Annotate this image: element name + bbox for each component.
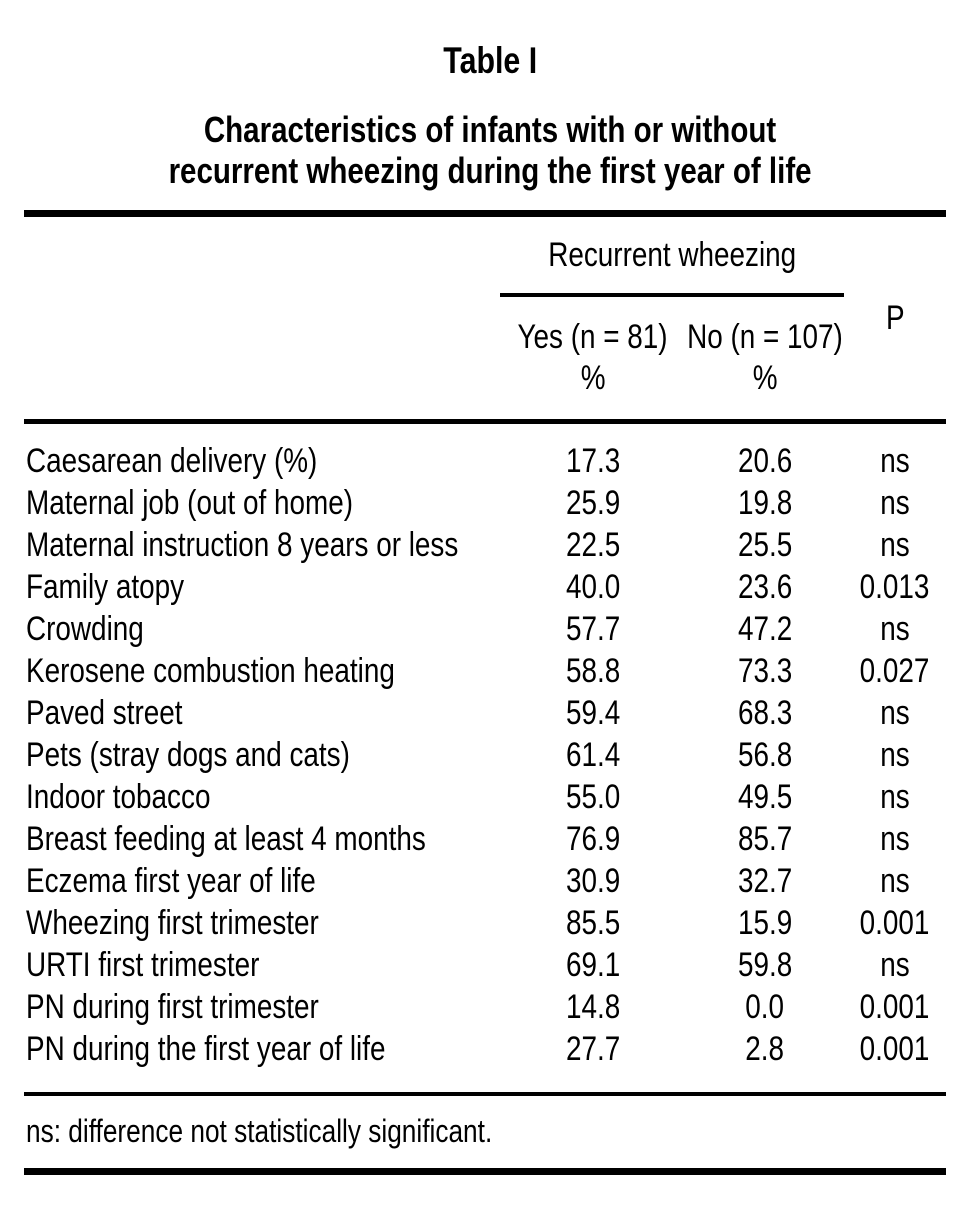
p-value-cell: [844, 818, 946, 860]
p-value-cell-text: ns: [880, 694, 910, 732]
yes-percent-cell: [500, 440, 686, 482]
no-percent-cell-text: 73.3: [737, 652, 793, 690]
no-percent-cell: [686, 650, 844, 692]
p-value-cell-text: 0.027: [860, 652, 930, 690]
characteristic-cell-text: Eczema first year of life: [26, 862, 316, 900]
p-value-cell: [844, 566, 946, 608]
no-percent-cell: [686, 986, 844, 1028]
column-header-no: [686, 297, 844, 419]
yes-percent-cell: [500, 482, 686, 524]
no-percent-cell-text: 0.0: [745, 988, 785, 1026]
yes-percent-cell: [500, 734, 686, 776]
characteristic-cell: [24, 524, 500, 566]
characteristic-cell-text: Pets (stray dogs and cats): [26, 736, 350, 774]
yes-percent-cell: [500, 902, 686, 944]
no-percent-cell-text: 85.7: [737, 820, 793, 858]
table-header: [24, 217, 946, 419]
column-header-yes: [500, 297, 686, 419]
p-value-cell: [844, 734, 946, 776]
characteristic-cell-text: PN during first trimester: [26, 988, 319, 1026]
characteristic-cell: [24, 944, 500, 986]
yes-percent-cell-text: 25.9: [565, 484, 621, 522]
characteristic-cell: [24, 482, 500, 524]
yes-percent-cell-text: 17.3: [565, 442, 621, 480]
characteristic-cell-text: Wheezing first trimester: [26, 904, 319, 942]
table-top-rule: [24, 210, 946, 217]
yes-percent-cell-text: 40.0: [565, 568, 621, 606]
characteristic-cell-text: Indoor tobacco: [26, 778, 211, 816]
characteristic-cell-text: Maternal instruction 8 years or less: [26, 526, 459, 564]
column-header-yes-unit: %: [580, 359, 606, 397]
characteristic-cell-text: Kerosene combustion heating: [26, 652, 395, 690]
column-header-no-label: No (n = 107): [687, 318, 843, 356]
characteristic-cell: [24, 566, 500, 608]
characteristic-cell: [24, 902, 500, 944]
yes-percent-cell: [500, 776, 686, 818]
no-percent-cell: [686, 944, 844, 986]
column-header-yes-label: Yes (n = 81): [517, 318, 669, 356]
table-title: [0, 109, 980, 191]
footnote-block: [24, 1092, 946, 1175]
table-number-text: Table I: [443, 40, 537, 81]
yes-percent-cell-text: 27.7: [565, 1030, 621, 1068]
p-value-cell-text: 0.013: [860, 568, 930, 606]
p-value-cell-text: ns: [880, 820, 910, 858]
p-value-cell-text: ns: [880, 610, 910, 648]
characteristic-cell: [24, 440, 500, 482]
no-percent-cell: [686, 1028, 844, 1070]
yes-percent-cell: [500, 524, 686, 566]
p-value-cell: [844, 776, 946, 818]
table-title-line-2: recurrent wheezing during the first year of life: [168, 150, 812, 191]
yes-percent-cell-text: 55.0: [565, 778, 621, 816]
column-header-p: [844, 217, 946, 419]
no-percent-cell-text: 19.8: [737, 484, 793, 522]
characteristic-cell: [24, 818, 500, 860]
footnote-text: ns: difference not statistically significant.: [26, 1113, 493, 1149]
yes-percent-cell-text: 85.5: [565, 904, 621, 942]
yes-percent-cell: [500, 860, 686, 902]
no-percent-cell-text: 47.2: [737, 610, 793, 648]
no-percent-cell-text: 49.5: [737, 778, 793, 816]
yes-percent-cell-text: 59.4: [565, 694, 621, 732]
p-value-cell-text: 0.001: [860, 988, 930, 1026]
no-percent-cell-text: 56.8: [737, 736, 793, 774]
no-percent-cell: [686, 860, 844, 902]
characteristic-cell: [24, 1028, 500, 1070]
characteristic-cell: [24, 860, 500, 902]
no-percent-cell-text: 2.8: [745, 1030, 785, 1068]
characteristic-cell-text: Caesarean delivery (%): [26, 442, 318, 480]
p-value-cell-text: ns: [880, 736, 910, 774]
p-value-cell: [844, 482, 946, 524]
characteristic-cell: [24, 608, 500, 650]
no-percent-cell: [686, 608, 844, 650]
yes-percent-cell: [500, 818, 686, 860]
characteristic-cell-text: Paved street: [26, 694, 183, 732]
no-percent-cell: [686, 902, 844, 944]
yes-percent-cell: [500, 566, 686, 608]
column-header-p-label: P: [885, 298, 905, 337]
characteristic-cell-text: Family atopy: [26, 568, 185, 606]
characteristic-cell: [24, 692, 500, 734]
yes-percent-cell-text: 30.9: [565, 862, 621, 900]
yes-percent-cell-text: 57.7: [565, 610, 621, 648]
no-percent-cell: [686, 734, 844, 776]
p-value-cell: [844, 608, 946, 650]
no-percent-cell-text: 23.6: [737, 568, 793, 606]
yes-percent-cell-text: 22.5: [565, 526, 621, 564]
p-value-cell-text: 0.001: [860, 1030, 930, 1068]
no-percent-cell: [686, 482, 844, 524]
characteristic-cell-text: Crowding: [26, 610, 144, 648]
p-value-cell-text: ns: [880, 946, 910, 984]
no-percent-cell: [686, 692, 844, 734]
no-percent-cell-text: 15.9: [737, 904, 793, 942]
p-value-cell: [844, 1028, 946, 1070]
column-header-no-unit: %: [752, 359, 778, 397]
yes-percent-cell: [500, 608, 686, 650]
p-value-cell: [844, 440, 946, 482]
p-value-cell-text: 0.001: [860, 904, 930, 942]
p-value-cell-text: ns: [880, 484, 910, 522]
characteristic-cell: [24, 986, 500, 1028]
p-value-cell-text: ns: [880, 862, 910, 900]
p-value-cell-text: ns: [880, 778, 910, 816]
p-value-cell: [844, 860, 946, 902]
characteristic-cell-text: PN during the first year of life: [26, 1030, 386, 1068]
characteristic-cell-text: Maternal job (out of home): [26, 484, 353, 522]
characteristic-cell: [24, 776, 500, 818]
p-value-cell: [844, 986, 946, 1028]
no-percent-cell: [686, 524, 844, 566]
yes-percent-cell: [500, 692, 686, 734]
characteristic-cell: [24, 734, 500, 776]
characteristic-cell: [24, 650, 500, 692]
p-value-cell: [844, 692, 946, 734]
p-value-cell: [844, 524, 946, 566]
no-percent-cell: [686, 566, 844, 608]
no-percent-cell: [686, 440, 844, 482]
table-title-line-1: Characteristics of infants with or without: [203, 109, 777, 150]
column-group-header-recurrent-wheezing: [500, 217, 844, 297]
no-percent-cell-text: 25.5: [737, 526, 793, 564]
column-group-label: Recurrent wheezing: [548, 235, 796, 274]
no-percent-cell-text: 59.8: [737, 946, 793, 984]
p-value-cell-text: ns: [880, 442, 910, 480]
yes-percent-cell: [500, 1028, 686, 1070]
yes-percent-cell-text: 14.8: [565, 988, 621, 1026]
p-value-cell-text: ns: [880, 526, 910, 564]
no-percent-cell: [686, 776, 844, 818]
yes-percent-cell: [500, 650, 686, 692]
p-value-cell: [844, 650, 946, 692]
characteristic-cell-text: Breast feeding at least 4 months: [26, 820, 426, 858]
no-percent-cell-text: 20.6: [737, 442, 793, 480]
yes-percent-cell: [500, 986, 686, 1028]
no-percent-cell-text: 32.7: [737, 862, 793, 900]
yes-percent-cell-text: 69.1: [565, 946, 621, 984]
yes-percent-cell-text: 76.9: [565, 820, 621, 858]
p-value-cell: [844, 902, 946, 944]
table-body: [24, 424, 946, 1070]
yes-percent-cell-text: 58.8: [565, 652, 621, 690]
yes-percent-cell: [500, 944, 686, 986]
no-percent-cell: [686, 818, 844, 860]
no-percent-cell-text: 68.3: [737, 694, 793, 732]
p-value-cell: [844, 944, 946, 986]
yes-percent-cell-text: 61.4: [565, 736, 621, 774]
table-number-heading: [0, 40, 980, 81]
characteristic-cell-text: URTI first trimester: [26, 946, 260, 984]
data-table: [24, 210, 946, 1175]
